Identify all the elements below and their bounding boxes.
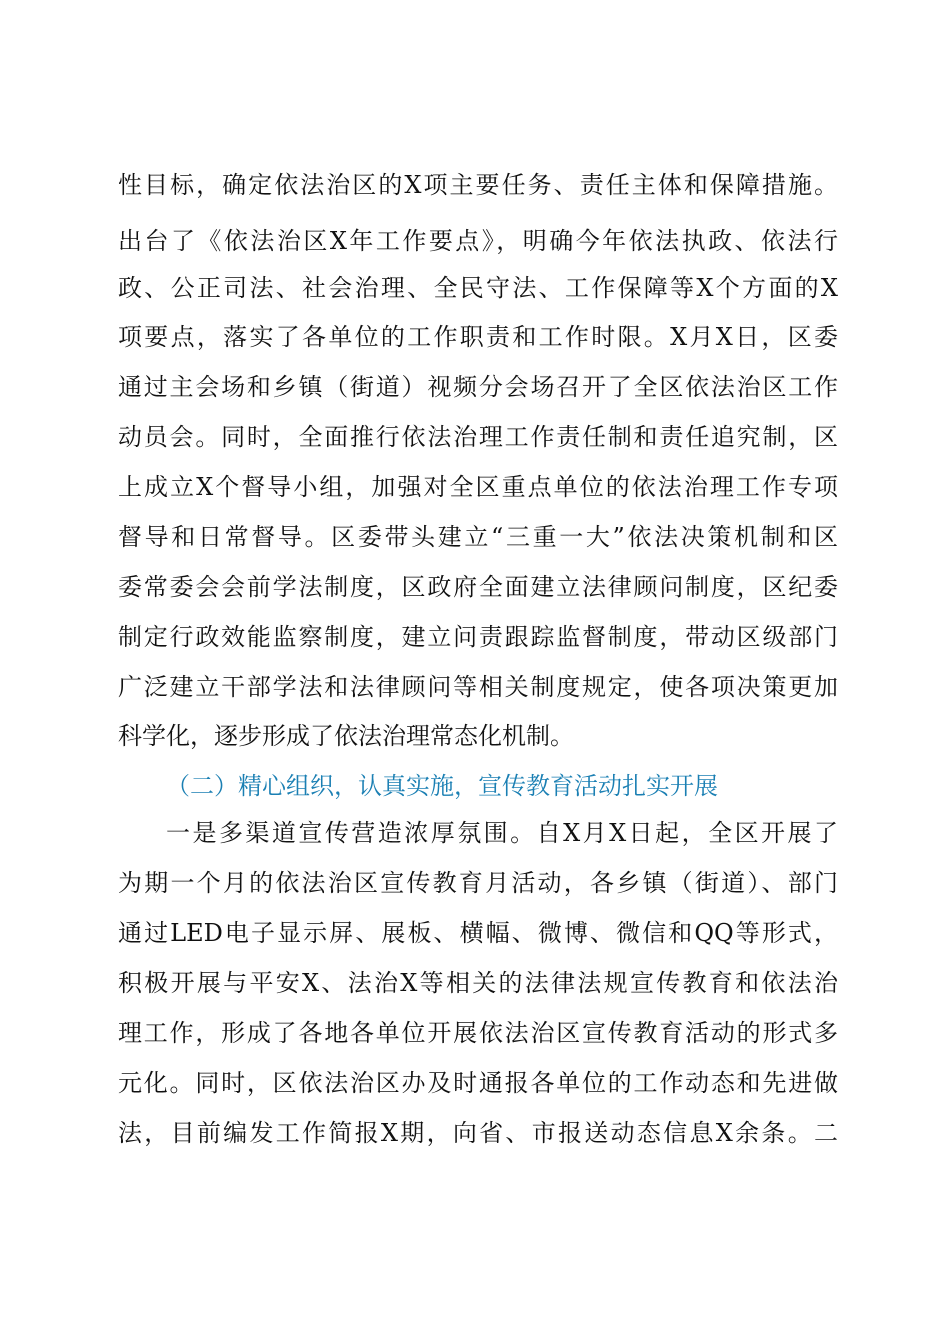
paragraph-1-line: 项要点，落实了各单位的工作职责和工作时限。X月X日，区委 [118, 323, 838, 351]
paragraph-2-line: 为期一个月的依法治区宣传教育月活动，各乡镇（街道）、部门 [118, 869, 838, 897]
section-heading: （二）精心组织，认真实施，宣传教育活动扎实开展 [166, 772, 718, 800]
paragraph-1-line: 委常委会会前学法制度，区政府全面建立法律顾问制度，区纪委 [118, 573, 838, 601]
paragraph-2-line: 积极开展与平安X、法治X等相关的法律法规宣传教育和依法治 [118, 969, 838, 997]
paragraph-1-line: 科学化，逐步形成了依法治理常态化机制。 [118, 722, 574, 750]
paragraph-1-line: 督导和日常督导。区委带头建立“三重一大”依法决策机制和区 [118, 523, 838, 551]
paragraph-1-line: 制定行政效能监察制度，建立问责跟踪监督制度，带动区级部门 [118, 623, 838, 651]
paragraph-2-line: 理工作，形成了各地各单位开展依法治区宣传教育活动的形式多 [118, 1019, 838, 1047]
paragraph-1-line: 出台了《依法治区X年工作要点》，明确今年依法执政、依法行 [118, 227, 838, 255]
paragraph-2-line: 元化。同时，区依法治区办及时通报各单位的工作动态和先进做 [118, 1069, 838, 1097]
paragraph-1-line: 性目标，确定依法治区的X项主要任务、责任主体和保障措施。 [118, 171, 838, 199]
paragraph-1-line: 上成立X个督导小组，加强对全区重点单位的依法治理工作专项 [118, 473, 838, 501]
paragraph-1-line: 广泛建立干部学法和法律顾问等相关制度规定，使各项决策更加 [118, 673, 838, 701]
paragraph-2-line: 通过LED电子显示屏、展板、横幅、微博、微信和QQ等形式， [118, 919, 838, 947]
paragraph-2-line: 一是多渠道宣传营造浓厚氛围。自X月X日起，全区开展了 [166, 819, 838, 847]
paragraph-1-line: 动员会。同时，全面推行依法治理工作责任制和责任追究制，区 [118, 423, 838, 451]
paragraph-1-line: 政、公正司法、社会治理、全民守法、工作保障等X个方面的X [118, 274, 838, 302]
paragraph-1-line: 通过主会场和乡镇（街道）视频分会场召开了全区依法治区工作 [118, 373, 838, 401]
paragraph-2-line: 法，目前编发工作简报X期，向省、市报送动态信息X余条。二 [118, 1119, 838, 1147]
